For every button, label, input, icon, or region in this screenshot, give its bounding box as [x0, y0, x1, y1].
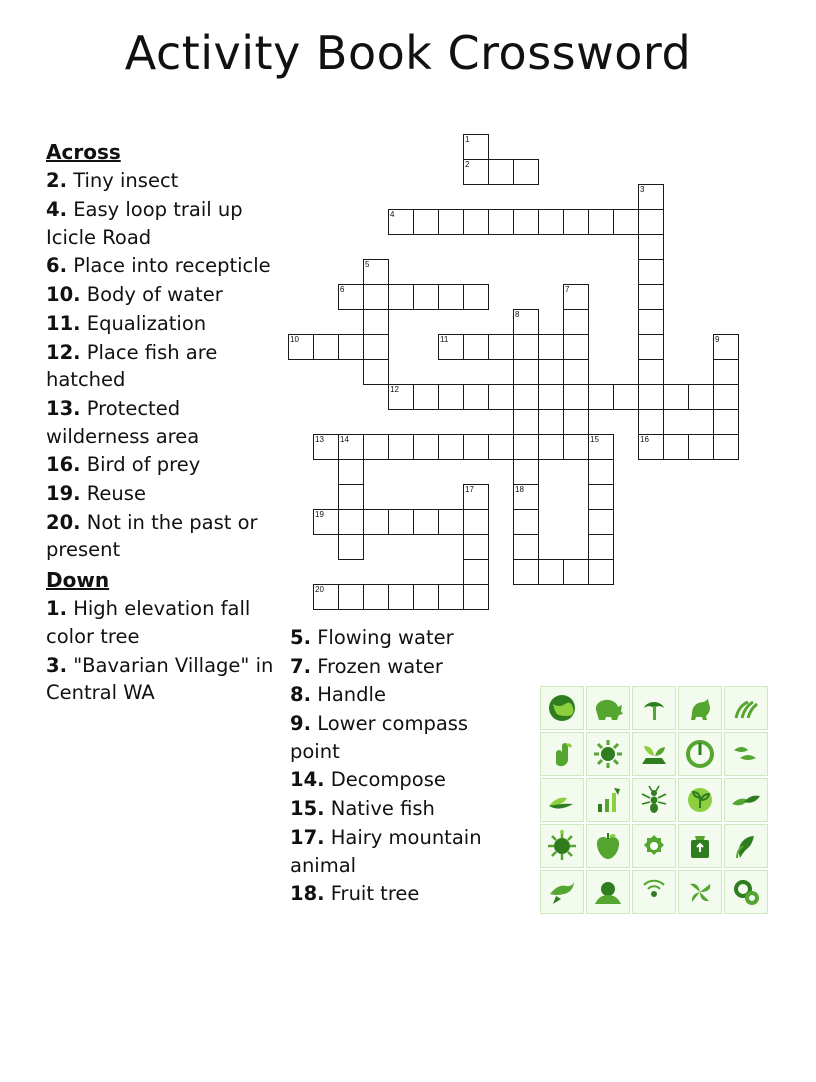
- grid-cell-number: 18: [515, 485, 524, 494]
- clue-number: 9.: [290, 712, 311, 736]
- grid-cell-number: 10: [290, 335, 299, 344]
- grid-cell[interactable]: [463, 559, 489, 585]
- grid-cell[interactable]: [363, 334, 389, 360]
- grid-cell[interactable]: [588, 384, 614, 410]
- ant-icon: [632, 778, 676, 822]
- clue-across-2: [46, 167, 284, 195]
- grid-cell[interactable]: [463, 334, 489, 360]
- clues-column-middle: [290, 624, 512, 909]
- grid-cell[interactable]: [438, 334, 464, 360]
- hands-leaf-icon: [724, 778, 768, 822]
- grid-cell[interactable]: [438, 284, 464, 310]
- grid-cell[interactable]: [363, 509, 389, 535]
- grid-cell[interactable]: [588, 559, 614, 585]
- clue-text: Protected wilderness area: [46, 396, 200, 448]
- clue-text: Frozen water: [317, 654, 443, 678]
- grid-cell[interactable]: [338, 434, 364, 460]
- grid-cell[interactable]: [513, 559, 539, 585]
- grid-cell[interactable]: [513, 409, 539, 435]
- grid-cell[interactable]: [438, 384, 464, 410]
- grid-cell[interactable]: [413, 509, 439, 535]
- grid-cell[interactable]: [388, 209, 414, 235]
- clue-number: 12.: [46, 340, 81, 364]
- grid-cell[interactable]: [313, 584, 339, 610]
- grid-cell[interactable]: [613, 384, 639, 410]
- hands-globe-icon: [586, 870, 630, 914]
- grid-cell[interactable]: [563, 359, 589, 385]
- clue-number: 4.: [46, 198, 67, 222]
- clue-text: Lower compass point: [290, 712, 469, 763]
- clue-number: 13.: [46, 396, 81, 420]
- grid-cell[interactable]: [563, 434, 589, 460]
- grid-cell[interactable]: [413, 384, 439, 410]
- clue-text: Equalization: [86, 311, 207, 335]
- grid-cell[interactable]: [338, 459, 364, 485]
- grid-cell[interactable]: [638, 334, 664, 360]
- clue-across-6: [46, 252, 284, 280]
- clue-down-7: [290, 653, 512, 681]
- grid-cell[interactable]: [613, 209, 639, 235]
- grid-cell[interactable]: [388, 434, 414, 460]
- clue-number: 3.: [46, 653, 67, 677]
- leaves-wind-icon: [724, 732, 768, 776]
- clue-number: 7.: [290, 654, 311, 678]
- clue-text: Decompose: [330, 768, 446, 792]
- grid-cell[interactable]: [313, 509, 339, 535]
- grid-cell[interactable]: [338, 284, 364, 310]
- clues-column-left: [46, 136, 284, 708]
- clue-across-19: [46, 480, 284, 508]
- grid-cell-number: 7: [565, 285, 570, 294]
- hands-plant-icon: [724, 686, 768, 730]
- grid-cell[interactable]: [463, 484, 489, 510]
- grid-cell[interactable]: [338, 484, 364, 510]
- clue-number: 14.: [290, 768, 325, 792]
- clue-text: Reuse: [86, 481, 146, 505]
- grid-cell[interactable]: [338, 584, 364, 610]
- grid-cell[interactable]: [588, 484, 614, 510]
- clue-down-17: [290, 824, 512, 879]
- grid-cell-number: 12: [390, 385, 399, 394]
- grid-cell[interactable]: [463, 534, 489, 560]
- across-heading: Across: [46, 140, 121, 164]
- clue-number: 11.: [46, 311, 81, 335]
- grid-cell[interactable]: [463, 509, 489, 535]
- grid-cell[interactable]: [338, 509, 364, 535]
- grid-cell[interactable]: [713, 434, 739, 460]
- power-gauge-icon: [678, 732, 722, 776]
- clue-number: 10.: [46, 283, 81, 307]
- grid-cell[interactable]: [463, 284, 489, 310]
- grid-cell[interactable]: [513, 484, 539, 510]
- head-leaf-icon: [724, 824, 768, 868]
- grid-cell[interactable]: [488, 334, 514, 360]
- grid-cell[interactable]: [363, 434, 389, 460]
- clue-across-16: [46, 451, 284, 479]
- grid-cell[interactable]: [463, 134, 489, 160]
- grid-cell[interactable]: [638, 259, 664, 285]
- grid-cell-number: 2: [465, 160, 470, 169]
- clue-across-11: [46, 310, 284, 338]
- grid-cell[interactable]: [713, 334, 739, 360]
- recycle-bag-icon: [678, 824, 722, 868]
- grid-cell[interactable]: [563, 209, 589, 235]
- grid-cell[interactable]: [563, 334, 589, 360]
- rocking-horse-icon: [678, 686, 722, 730]
- leaf-hand-icon: [540, 778, 584, 822]
- grid-cell[interactable]: [563, 559, 589, 585]
- grid-cell[interactable]: [463, 209, 489, 235]
- gear-leaf-icon: [632, 824, 676, 868]
- sprout-circle-icon: [678, 778, 722, 822]
- grid-cell-number: 19: [315, 510, 324, 519]
- grid-cell[interactable]: [288, 334, 314, 360]
- grid-cell-number: 17: [465, 485, 474, 494]
- clue-text: Native fish: [330, 797, 435, 821]
- grid-cell-number: 9: [715, 335, 720, 344]
- grid-cell[interactable]: [438, 584, 464, 610]
- clue-number: 16.: [46, 453, 81, 477]
- clue-down-1: [46, 595, 284, 650]
- clue-text: Hairy mountain animal: [290, 825, 482, 877]
- clue-across-12: [46, 339, 284, 394]
- palm-tree-icon: [632, 686, 676, 730]
- grid-cell[interactable]: [688, 434, 714, 460]
- grid-cell[interactable]: [438, 434, 464, 460]
- clue-number: 6.: [46, 254, 67, 278]
- grid-cell[interactable]: [588, 434, 614, 460]
- clue-across-4: [46, 196, 284, 251]
- grid-cell[interactable]: [638, 234, 664, 260]
- clue-number: 2.: [46, 169, 67, 193]
- grid-cell[interactable]: [538, 559, 564, 585]
- grid-cell[interactable]: [413, 584, 439, 610]
- clue-text: Bird of prey: [86, 453, 201, 477]
- clue-across-13: [46, 395, 284, 450]
- clue-across-20: [46, 509, 284, 564]
- grid-cell[interactable]: [388, 284, 414, 310]
- grid-cell[interactable]: [563, 309, 589, 335]
- grid-cell[interactable]: [513, 459, 539, 485]
- grid-cell[interactable]: [513, 309, 539, 335]
- clue-number: 1.: [46, 597, 67, 621]
- grid-cell[interactable]: [538, 384, 564, 410]
- clue-number: 17.: [290, 825, 325, 849]
- grid-cell[interactable]: [513, 159, 539, 185]
- grid-cell-number: 14: [340, 435, 349, 444]
- grid-cell-number: 20: [315, 585, 324, 594]
- piggy-bank-icon: [586, 686, 630, 730]
- grid-cell[interactable]: [463, 434, 489, 460]
- grid-cell[interactable]: [363, 584, 389, 610]
- grid-cell-number: 13: [315, 435, 324, 444]
- grid-cell[interactable]: [463, 584, 489, 610]
- eco-icon-sheet: [540, 686, 768, 914]
- grid-cell[interactable]: [413, 434, 439, 460]
- clue-text: High elevation fall color tree: [46, 597, 251, 649]
- grid-cell[interactable]: [638, 209, 664, 235]
- clue-number: 18.: [290, 882, 325, 906]
- grid-cell[interactable]: [688, 384, 714, 410]
- grid-cell[interactable]: [338, 534, 364, 560]
- grid-cell[interactable]: [638, 384, 664, 410]
- leaf-shoot-icon: [632, 732, 676, 776]
- grid-cell[interactable]: [638, 184, 664, 210]
- crossword-grid[interactable]: [288, 134, 784, 614]
- grid-cell-number: 4: [390, 210, 395, 219]
- grid-cell[interactable]: [513, 534, 539, 560]
- grid-cell[interactable]: [588, 459, 614, 485]
- grid-cell[interactable]: [663, 434, 689, 460]
- clue-number: 15.: [290, 797, 325, 821]
- clue-number: 5.: [290, 626, 311, 649]
- gears-icon: [724, 870, 768, 914]
- clue-text: Easy loop trail up Icicle Road: [46, 198, 243, 249]
- grid-cell[interactable]: [638, 409, 664, 435]
- grid-cell-number: 11: [440, 335, 449, 344]
- grid-cell[interactable]: [663, 384, 689, 410]
- apple-icon: [586, 824, 630, 868]
- grid-cell[interactable]: [638, 359, 664, 385]
- clue-text: Handle: [317, 683, 386, 707]
- clue-down-18: [290, 880, 512, 908]
- bird-icon: [540, 870, 584, 914]
- clue-text: Flowing water: [317, 626, 454, 649]
- grid-cell[interactable]: [413, 209, 439, 235]
- grid-cell-number: 15: [590, 435, 599, 444]
- clue-text: "Bavarian Village" in Central WA: [46, 653, 274, 705]
- virus-icon: [540, 824, 584, 868]
- grid-cell[interactable]: [413, 284, 439, 310]
- clue-down-5: [290, 624, 512, 652]
- clue-number: 8.: [290, 683, 311, 707]
- clue-text: Tiny insect: [73, 169, 179, 193]
- grid-cell[interactable]: [438, 509, 464, 535]
- grid-cell[interactable]: [588, 509, 614, 535]
- grid-cell[interactable]: [563, 409, 589, 435]
- grid-cell[interactable]: [513, 509, 539, 535]
- clue-down-14: [290, 766, 512, 794]
- grid-cell[interactable]: [513, 334, 539, 360]
- grid-cell[interactable]: [588, 534, 614, 560]
- page-title: Activity Book Crossword: [124, 26, 692, 80]
- grid-cell[interactable]: [388, 509, 414, 535]
- grid-cell[interactable]: [538, 334, 564, 360]
- globe-icon: [540, 686, 584, 730]
- grid-cell[interactable]: [313, 334, 339, 360]
- grid-cell[interactable]: [513, 209, 539, 235]
- grid-cell-number: 5: [365, 260, 370, 269]
- grid-cell[interactable]: [488, 209, 514, 235]
- grid-cell[interactable]: [463, 384, 489, 410]
- grid-cell[interactable]: [638, 309, 664, 335]
- grid-cell[interactable]: [388, 384, 414, 410]
- clue-number: 20.: [46, 510, 81, 534]
- grid-cell[interactable]: [463, 159, 489, 185]
- grid-cell[interactable]: [363, 259, 389, 285]
- clue-across-10: [46, 281, 284, 309]
- grid-cell[interactable]: [488, 384, 514, 410]
- grid-cell[interactable]: [388, 584, 414, 610]
- grid-cell[interactable]: [363, 309, 389, 335]
- clue-down-15: [290, 795, 512, 823]
- sun-icon: [586, 732, 630, 776]
- grid-cell[interactable]: [313, 434, 339, 460]
- grid-cell[interactable]: [363, 284, 389, 310]
- clue-text: Place into recepticle: [73, 254, 271, 278]
- clue-down-8: [290, 681, 512, 709]
- grid-cell[interactable]: [538, 434, 564, 460]
- grid-cell[interactable]: [363, 359, 389, 385]
- grid-cell[interactable]: [513, 434, 539, 460]
- grid-cell[interactable]: [488, 159, 514, 185]
- clue-text: Place fish are hatched: [46, 340, 218, 392]
- grid-cell[interactable]: [713, 359, 739, 385]
- grid-cell[interactable]: [488, 434, 514, 460]
- grid-cell[interactable]: [588, 209, 614, 235]
- grid-cell-number: 6: [340, 285, 345, 294]
- grid-cell[interactable]: [563, 384, 589, 410]
- grid-cell-number: 8: [515, 310, 520, 319]
- grid-cell[interactable]: [563, 284, 589, 310]
- grid-cell[interactable]: [513, 384, 539, 410]
- clue-text: Body of water: [86, 283, 223, 307]
- grid-cell[interactable]: [713, 409, 739, 435]
- clue-down-9: [290, 710, 512, 765]
- clue-number: 19.: [46, 481, 81, 505]
- grid-cell[interactable]: [638, 284, 664, 310]
- leaf-burst-icon: [678, 870, 722, 914]
- hand-leaf-icon: [540, 732, 584, 776]
- grid-cell-number: 16: [640, 435, 649, 444]
- grid-cell[interactable]: [713, 384, 739, 410]
- signal-icon: [632, 870, 676, 914]
- down-heading: Down: [46, 568, 110, 593]
- clue-text: Not in the past or present: [46, 510, 258, 562]
- grid-cell[interactable]: [438, 209, 464, 235]
- clue-text: Fruit tree: [330, 882, 420, 906]
- grid-cell[interactable]: [338, 334, 364, 360]
- clue-down-3: [46, 652, 284, 707]
- grid-cell[interactable]: [538, 209, 564, 235]
- grid-cell[interactable]: [638, 434, 664, 460]
- grid-cell-number: 3: [640, 185, 645, 194]
- growth-chart-icon: [586, 778, 630, 822]
- grid-cell[interactable]: [513, 359, 539, 385]
- grid-cell-number: 1: [465, 135, 470, 144]
